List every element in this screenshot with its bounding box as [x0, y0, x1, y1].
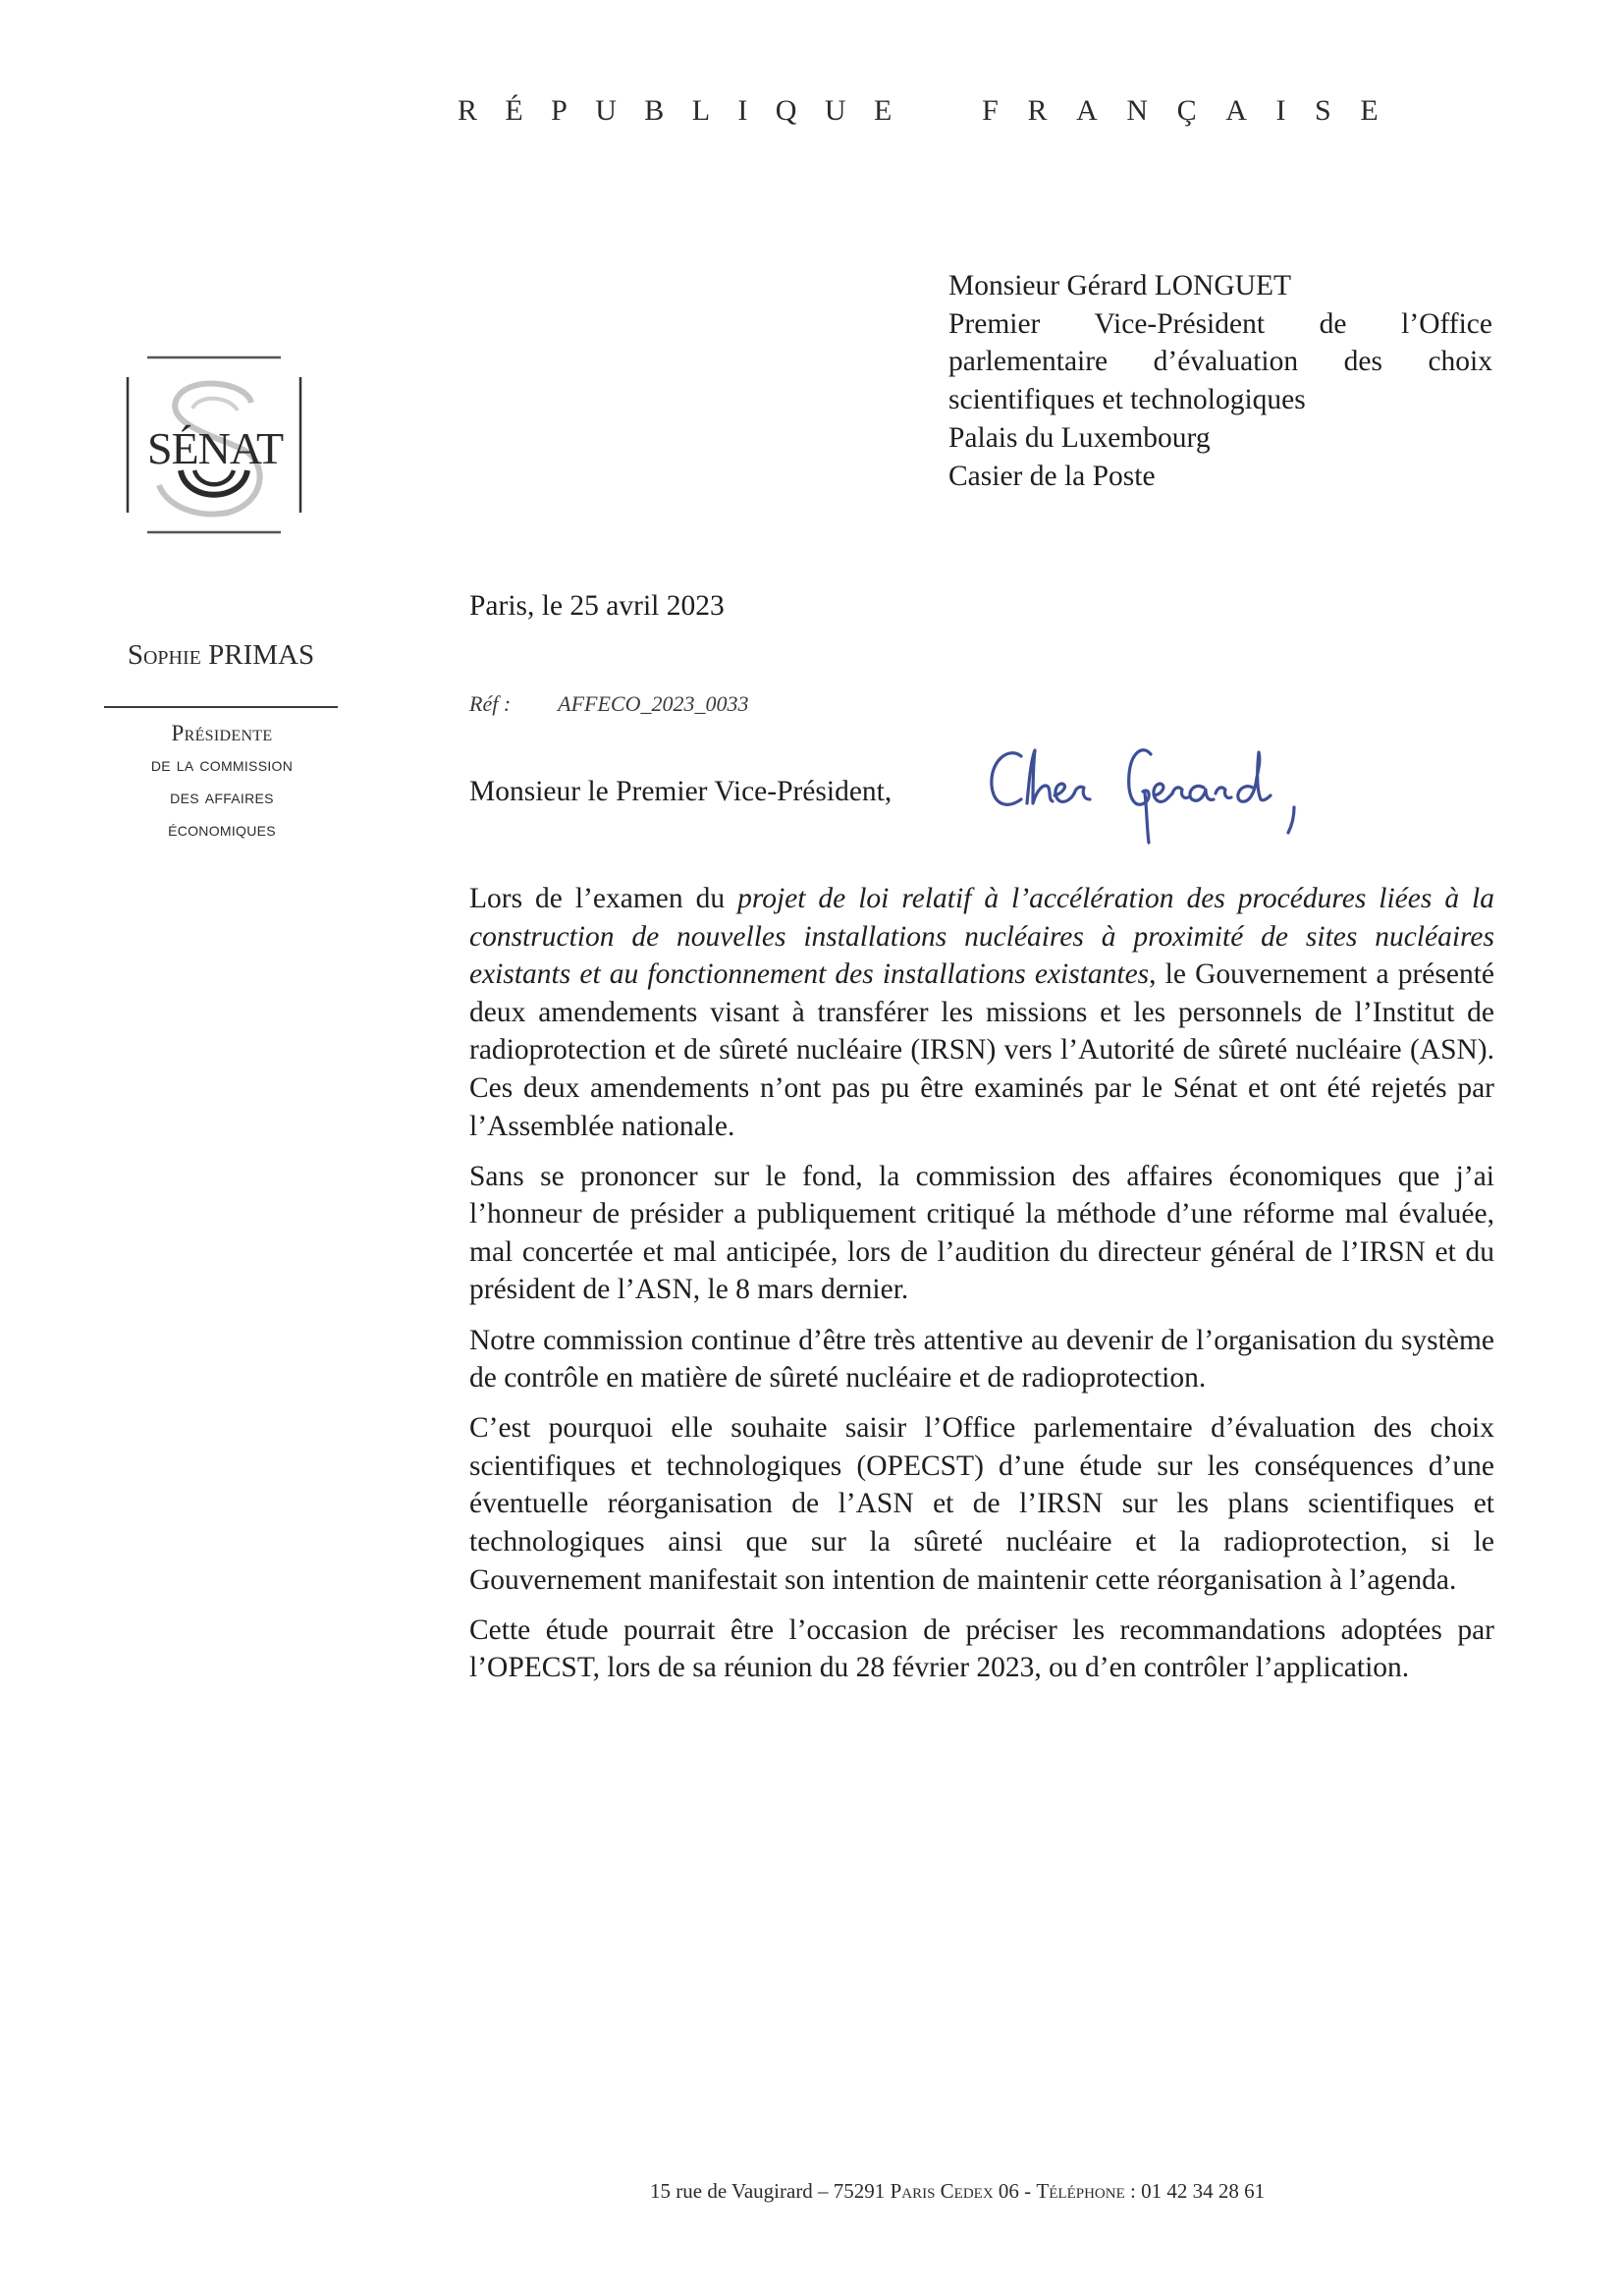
footer-phone-label: Téléphone	[1036, 2179, 1125, 2203]
recipient-title-line-1: Premier Vice-Président de l’Office	[948, 307, 1492, 340]
senat-logo-text: SÉNAT	[146, 423, 284, 473]
footer-city: Paris Cedex	[890, 2179, 994, 2203]
recipient-name: Monsieur Gérard LONGUET	[948, 270, 1291, 301]
recipient-address-line-1: Palais du Luxembourg	[948, 421, 1211, 454]
paragraph-1-rest: , le Gouvernement a présenté deux amendements visant à transférer les missions et les personnels de l’Institut de radioprotection et de sûreté nucléaire (IRSN) vers l’Autorité de sûreté nucléaire (ASN). Ces deux amendements n’ont pas pu être examinés par le Sénat et ont été rejetés par l’Assemblée nationale.	[469, 958, 1494, 1142]
recipient-title-line-2: parlementaire d’évaluation des choix	[948, 346, 1492, 378]
sender-first-name: Sophie	[127, 639, 201, 671]
sender-divider	[104, 706, 338, 708]
letterhead-republique-francaise	[458, 94, 1528, 128]
footer-street: 15 rue de Vaugirard – 75291	[650, 2179, 891, 2203]
body-paragraph-2: Sans se prononcer sur le fond, la commission des affaires économiques que j’ai l’honneur de présider a publiquement critiqué la méthode d’une réforme mal évaluée, mal concertée et mal anticipée, lors de l’audition du directeur général de l’IRSN et du président de l’ASN, le 8 mars dernier.	[469, 1160, 1494, 1306]
recipient-address	[948, 267, 1492, 495]
letter-date: Paris, le 25 avril 2023	[469, 590, 725, 622]
letter-reference	[469, 691, 748, 717]
sender-title-line-3: des affaires	[170, 787, 274, 808]
paragraph-1-intro: Lors de l’examen du	[469, 883, 738, 914]
reference-value: AFFECO_2023_0033	[558, 691, 749, 716]
footer-postal-suffix: 06 -	[993, 2179, 1037, 2203]
footer-address	[650, 2179, 1377, 2204]
letterhead-word-republique: RÉPUBLIQUE	[458, 94, 920, 127]
reference-label: Réf :	[469, 691, 512, 716]
recipient-address-line-2: Casier de la Poste	[948, 460, 1156, 492]
sender-name	[88, 639, 353, 672]
handwriting-icon	[982, 738, 1316, 847]
letter-body	[469, 880, 1494, 1699]
sender-title-line-1: Présidente	[171, 721, 273, 745]
handwritten-greeting	[982, 738, 1316, 847]
sender-title-line-2: de la commission	[150, 754, 294, 776]
footer-phone-value: : 01 42 34 28 61	[1124, 2179, 1266, 2203]
sender-last-name: PRIMAS	[208, 639, 315, 671]
body-paragraph-4: C’est pourquoi elle souhaite saisir l’Office parlementaire d’évaluation des choix scientifiques et technologiques (OPECST) d’une étude sur les conséquences d’une éventuelle réorganisation de l’ASN et de l’IRSN sur les plans scientifiques et technologiques ainsi que sur la sûreté nucléaire et la radioprotection, si le Gouvernement manifestait son intention de maintenir cette réorganisation à l’agenda.	[469, 1412, 1494, 1596]
body-paragraph-1	[469, 880, 1494, 1145]
sender-title	[94, 717, 350, 847]
sender-title-line-4: économiques	[168, 819, 276, 841]
senat-logo	[126, 355, 304, 534]
letter-salutation: Monsieur le Premier Vice-Président,	[469, 776, 893, 807]
recipient-title-line-3: scientifiques et technologiques	[948, 384, 1306, 416]
body-paragraph-3: Notre commission continue d’être très attentive au devenir de l’organisation du système de contrôle en matière de sûreté nucléaire et de radioprotection.	[469, 1324, 1494, 1394]
letterhead-word-francaise: FRANÇAISE	[982, 94, 1408, 127]
bill-title: projet de loi relatif à l’accélération des procédures liées à la construction de nouvelles installations nucléaires à proximité de sites nucléaires existants et au fonctionnement des installations existantes	[469, 883, 1494, 991]
body-paragraph-5: Cette étude pourrait être l’occasion de préciser les recommandations adoptées par l’OPECST, lors de sa réunion du 28 février 2023, ou d’en contrôler l’application.	[469, 1613, 1494, 1684]
